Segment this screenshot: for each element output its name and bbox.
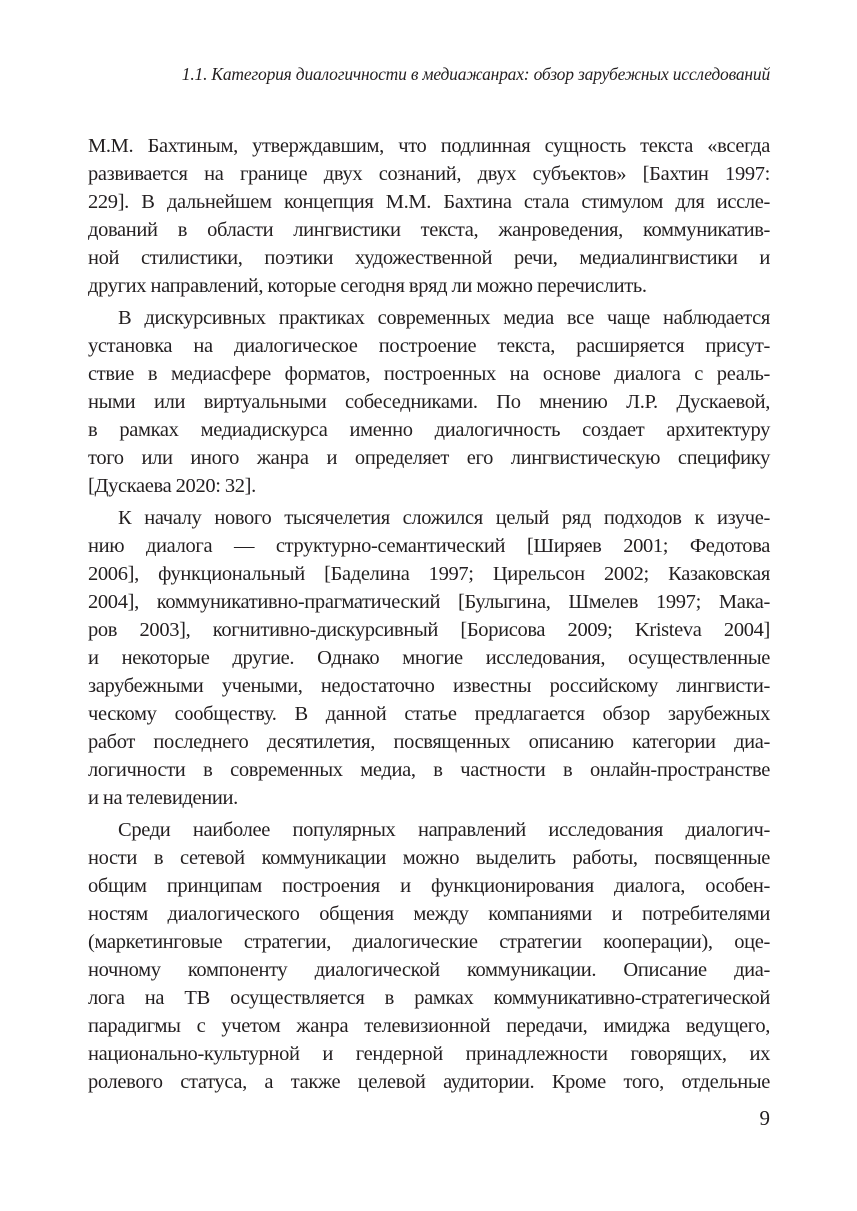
text-line: ной стилистики, поэтики художественной речи, медиалингвистики и bbox=[88, 247, 770, 269]
text-line: ствие в медиасфере форматов, построенных на основе диалога с реаль- bbox=[88, 363, 770, 385]
text-line: [Дускаева 2020: 32]. bbox=[88, 475, 256, 497]
text-line: ческому сообществу. В данной статье предлагается обзор зарубежных bbox=[88, 703, 770, 725]
text-line: нию диалога — структурно-семантический [Ширяев 2001; Федотова bbox=[88, 535, 770, 557]
text-line: работ последнего десятилетия, посвященных описанию категории диа- bbox=[88, 731, 770, 753]
text-line: национально-культурной и гендерной принадлежности говорящих, их bbox=[88, 1043, 770, 1065]
page-body bbox=[88, 132, 770, 1096]
text-line: ности в сетевой коммуникации можно выделить работы, посвященные bbox=[88, 847, 770, 869]
page-number: 9 bbox=[759, 1106, 770, 1130]
paragraph bbox=[88, 504, 770, 812]
text-line: лога на ТВ осуществляется в рамках коммуникативно-стратегической bbox=[88, 987, 770, 1009]
text-line: логичности в современных медиа, в частности в онлайн-пространстве bbox=[88, 759, 770, 781]
text-line: парадигмы с учетом жанра телевизионной передачи, имиджа ведущего, bbox=[88, 1015, 770, 1037]
text-line: установка на диалогическое построение текста, расширяется присут- bbox=[88, 335, 770, 357]
text-line: ров 2003], когнитивно-дискурсивный [Борисова 2009; Kristeva 2004] bbox=[88, 619, 770, 641]
paragraph bbox=[88, 816, 770, 1096]
text-line: того или иного жанра и определяет его лингвистическую специфику bbox=[88, 447, 770, 469]
text-line: ными или виртуальными собеседниками. По мнению Л.Р. Дускаевой, bbox=[88, 391, 770, 413]
text-line: 229]. В дальнейшем концепция М.М. Бахтина стала стимулом для иссле- bbox=[88, 191, 770, 213]
text-line: ролевого статуса, а также целевой аудитории. Кроме того, отдельные bbox=[88, 1071, 770, 1093]
text-line: общим принципам построения и функционирования диалога, особен- bbox=[88, 875, 770, 897]
text-line: других направлений, которые сегодня вряд ли можно перечислить. bbox=[88, 275, 647, 297]
running-header: 1.1. Категория диалогичности в медиажанрах: обзор зарубежных исследований bbox=[181, 64, 770, 84]
text-line: в рамках медиадискурса именно диалогичность создает архитектуру bbox=[88, 419, 770, 441]
paragraph bbox=[88, 304, 770, 500]
text-line: (маркетинговые стратегии, диалогические стратегии кооперации), оце- bbox=[88, 931, 770, 953]
text-line: Среди наиболее популярных направлений исследования диалогич- bbox=[118, 819, 770, 841]
text-line: ночному компоненту диалогической коммуникации. Описание диа- bbox=[88, 959, 770, 981]
text-line: зарубежными учеными, недостаточно известны российскому лингвисти- bbox=[88, 675, 770, 697]
text-line: и на телевидении. bbox=[88, 787, 238, 809]
text-line: 2004], коммуникативно-прагматический [Булыгина, Шмелев 1997; Мака- bbox=[88, 591, 770, 613]
paragraph bbox=[88, 132, 770, 300]
text-line: ностям диалогического общения между компаниями и потребителями bbox=[88, 903, 770, 925]
text-line: К началу нового тысячелетия сложился целый ряд подходов к изуче- bbox=[118, 507, 770, 529]
text-line: В дискурсивных практиках современных медиа все чаще наблюдается bbox=[118, 307, 770, 329]
text-line: М.М. Бахтиным, утверждавшим, что подлинная сущность текста «всегда bbox=[88, 135, 770, 157]
text-line: развивается на границе двух сознаний, двух субъектов» [Бахтин 1997: bbox=[88, 163, 770, 185]
text-line: и некоторые другие. Однако многие исследования, осуществленные bbox=[88, 647, 770, 669]
text-line: 2006], функциональный [Баделина 1997; Цирельсон 2002; Казаковская bbox=[88, 563, 770, 585]
text-line: дований в области лингвистики текста, жанроведения, коммуникатив- bbox=[88, 219, 770, 241]
